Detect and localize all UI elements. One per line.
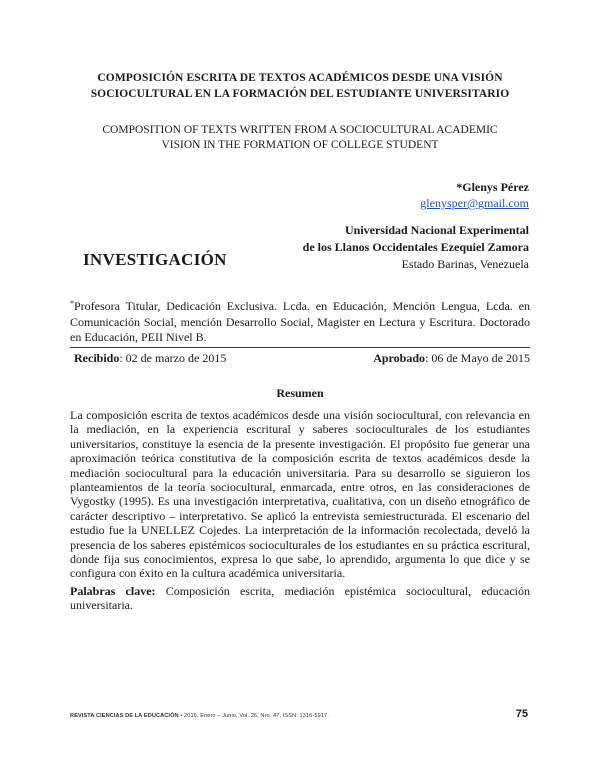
title-spanish-line-1: COMPOSICIÓN ESCRITA DE TEXTOS ACADÉMICOS DESDE UNA VISIÓN — [97, 72, 503, 84]
affiliation-line-2: de los Llanos Occidentales Ezequiel Zamora — [302, 240, 529, 254]
approved-block — [373, 351, 530, 366]
title-english-line-2: VISION IN THE FORMATION OF COLLEGE STUDENT — [161, 139, 439, 151]
received-date: : 02 de marzo de 2015 — [119, 351, 227, 365]
journal-name: REVISTA CIENCIAS DE LA EDUCACIÓN — [70, 713, 179, 719]
author-name: *Glenys Pérez — [456, 180, 529, 194]
affiliation-block — [303, 222, 529, 273]
footnote-text: Profesora Titular, Dedicación Exclusiva. Lcda. en Educación, Mención Lengua, Lcda. en Comunicación Social, mención Desarrollo Social, Magister en Lectura y Escritura. Doctorado en Educación, PEII Nivel B. — [70, 299, 530, 344]
author-block — [420, 179, 529, 211]
title-spanish — [60, 70, 540, 102]
page-number: 75 — [515, 708, 528, 720]
abstract-body: La composición escrita de textos académicos desde una visión sociocultural, con relevancia en la mediación, en la experiencia escritural y saberes socioculturales de los estudiantes universitarios, constituye la esencia de la presente investigación. El propósito fue generar una aproximación teórica constitutiva de la composición escrita de textos académicos desde la mediación sociocultural para la educación universitaria. Para su desarrollo se siguieron los planteamientos de la teoría sociocultural, enmarcada, entre otros, en las consideraciones de Vygostky (1995). Es una investigación interpretativa, cualitativa, con un diseño etnográfico de carácter descriptivo – interpretativo. Se aplicó la entrevista semiestructurada. El escenario del estudio fue la UNELLEZ Cojedes. La interpretación de la información recolectada, develó la presencia de los saberes epistémicos socioculturales de los estudiantes en su práctica escritural, donde fija sus conocimientos, expresa lo que sabe, lo aprendido, argumenta lo que dice y se configura con éxito en la cultura académica universitaria. — [70, 408, 530, 581]
received-label: Recibido — [74, 351, 120, 365]
title-spanish-line-2: SOCIOCULTURAL EN LA FORMACIÓN DEL ESTUDIANTE UNIVERSITARIO — [90, 88, 510, 100]
approved-date: : 06 de Mayo de 2015 — [425, 351, 530, 365]
footnote-mark: * — [70, 299, 74, 308]
author-footnote — [70, 296, 530, 346]
affiliation-line-3: Estado Barinas, Venezuela — [401, 257, 529, 271]
divider-line — [70, 347, 530, 348]
affiliation-line-1: Universidad Nacional Experimental — [344, 223, 529, 237]
section-label: INVESTIGACIÓN — [83, 250, 227, 269]
title-english-line-1: COMPOSITION OF TEXTS WRITTEN FROM A SOCIOCULTURAL ACADEMIC — [102, 124, 498, 136]
keywords-text: Composición escrita, mediación epistémica sociocultural, educación universitaria. — [70, 584, 530, 613]
author-email-link[interactable]: glenysper@gmail.com — [420, 196, 529, 210]
journal-details: • 2016, Enero – Junio, Vol. 26, Nro. 47, ISSN: 1316-5917. — [178, 713, 329, 719]
keywords — [70, 584, 530, 613]
abstract-heading: Resumen — [276, 386, 324, 400]
keywords-label: Palabras clave: — [70, 584, 156, 598]
journal-footer — [70, 713, 329, 719]
dates-row — [74, 351, 530, 366]
title-english — [60, 123, 540, 153]
approved-label: Aprobado — [373, 351, 426, 365]
